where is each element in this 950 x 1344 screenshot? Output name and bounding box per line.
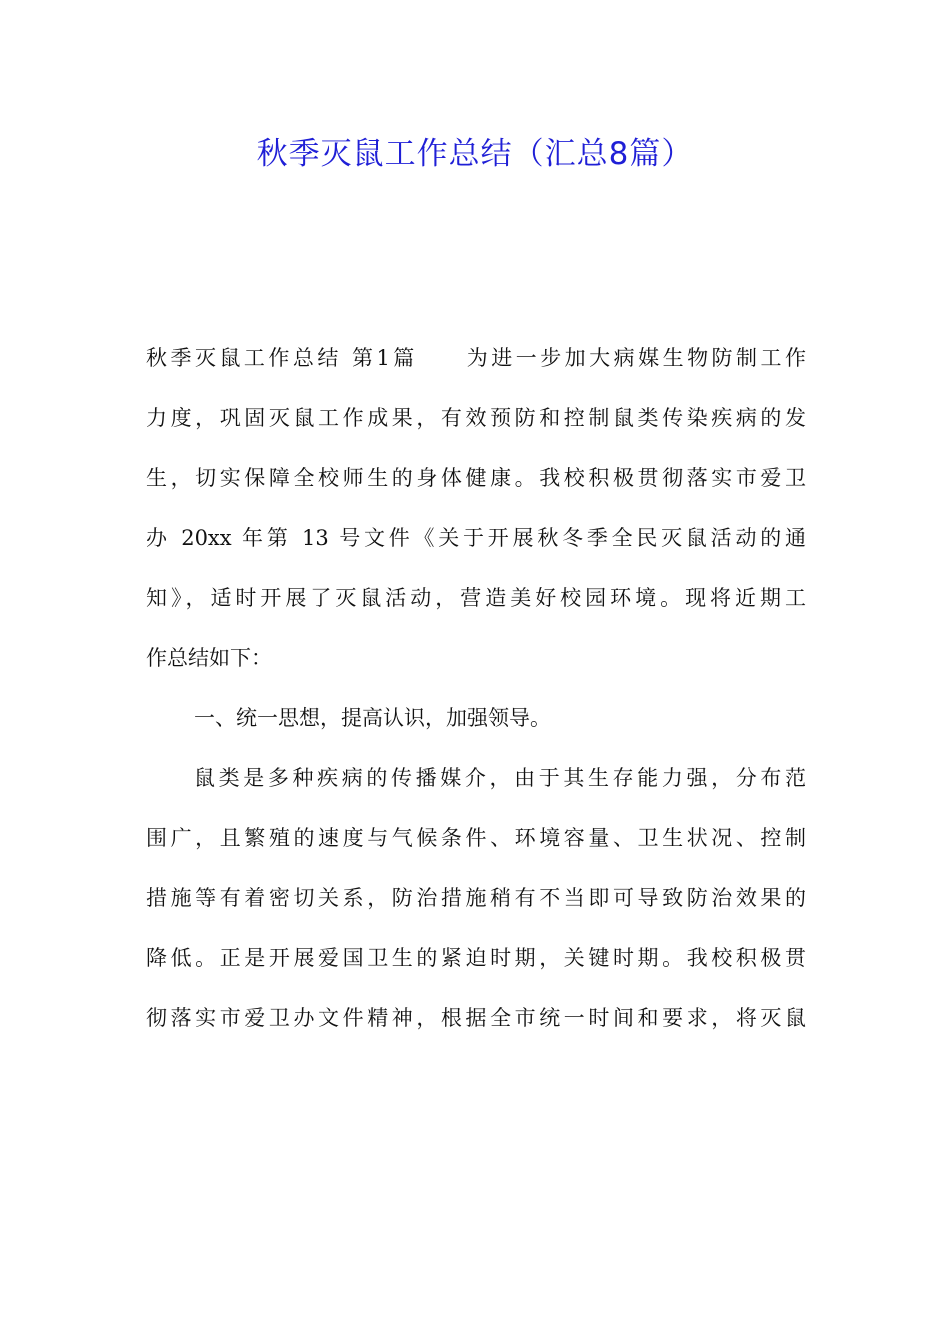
body-line: 降低。正是开展爱国卫生的紧迫时期，关键时期。我校积极贯 <box>146 946 806 970</box>
body-line: 鼠类是多种疾病的传播媒介，由于其生存能力强，分布范 <box>194 766 806 790</box>
document-body <box>146 328 806 1048</box>
body-line: 彻落实市爱卫办文件精神，根据全市统一时间和要求，将灭鼠 <box>146 1006 806 1030</box>
document-title: 秋季灭鼠工作总结（汇总8篇） <box>256 136 694 172</box>
body-line: 办 20xx 年第 13 号文件《关于开展秋冬季全民灭鼠活动的通 <box>146 526 806 550</box>
body-line: 力度，巩固灭鼠工作成果，有效预防和控制鼠类传染疾病的发 <box>146 406 806 430</box>
section-heading: 一、统一思想，提高认识，加强领导。 <box>194 706 551 730</box>
body-line: 生，切实保障全校师生的身体健康。我校积极贯彻落实市爱卫 <box>146 466 806 490</box>
body-line: 知》，适时开展了灭鼠活动，营造美好校园环境。现将近期工 <box>146 586 806 610</box>
body-line: 措施等有着密切关系，防治措施稍有不当即可导致防治效果的 <box>146 886 806 910</box>
body-line: 秋季灭鼠工作总结 第1篇 为进一步加大病媒生物防制工作 <box>146 346 806 370</box>
body-line: 作总结如下： <box>146 646 272 670</box>
body-line: 围广，且繁殖的速度与气候条件、环境容量、卫生状况、控制 <box>146 826 806 850</box>
